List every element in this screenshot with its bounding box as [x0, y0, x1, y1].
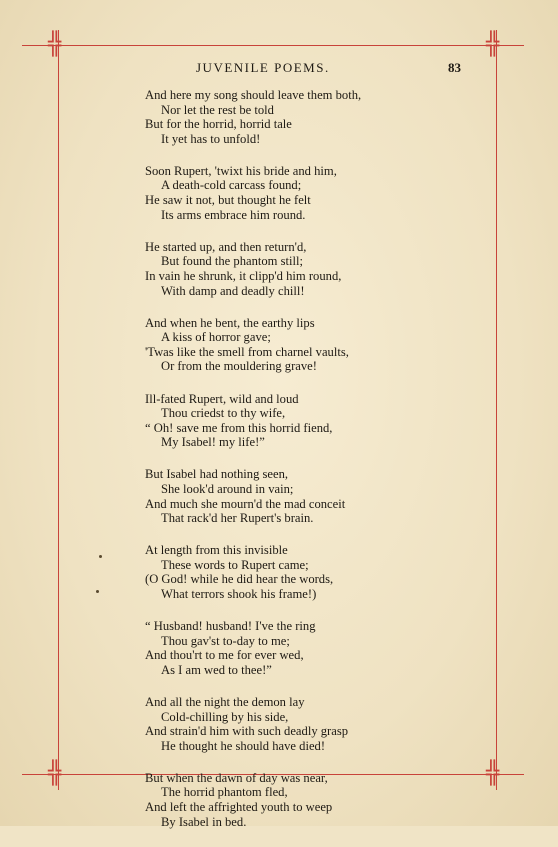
poem-line: With damp and deadly chill! — [161, 283, 305, 298]
ink-speck — [99, 555, 102, 558]
stanza — [145, 240, 475, 298]
poem-line: And much she mourn'd the mad conceit — [145, 496, 346, 511]
poem-line: Its arms embrace him round. — [161, 207, 306, 222]
poem-line: What terrors shook his frame!) — [161, 587, 317, 602]
poem-line: These words to Rupert came; — [161, 557, 309, 572]
right-border-rule — [496, 30, 497, 790]
corner-ornament-icon: ╬ — [48, 761, 62, 786]
ink-speck — [96, 590, 99, 593]
stanza — [145, 88, 475, 146]
poem-line: But when the dawn of day was near, — [145, 770, 328, 785]
poem-line: A kiss of horror gave; — [161, 330, 271, 345]
poem-line: But found the phantom still; — [161, 254, 304, 269]
page-number: 83 — [448, 60, 461, 75]
poem-line: “ Husband! husband! I've the ring — [145, 619, 316, 634]
poem-line: As I am wed to thee!” — [161, 662, 272, 677]
poem-line: And left the affrighted youth to weep — [145, 800, 333, 815]
stanza — [145, 467, 475, 525]
poem-line: By Isabel in bed. — [161, 814, 247, 829]
poem-line: And all the night the demon lay — [145, 695, 305, 709]
corner-ornament-icon: ╬ — [48, 32, 62, 57]
poem-line: That rack'd her Rupert's brain. — [161, 511, 314, 526]
stanza — [145, 619, 475, 677]
stanza — [145, 543, 475, 601]
corner-ornament-icon: ╬ — [486, 32, 500, 57]
stanza — [145, 695, 475, 753]
poem-line: Ill-fated Rupert, wild and loud — [145, 391, 299, 406]
poem-line: Thou criedst to thy wife, — [161, 406, 286, 421]
stanza — [145, 164, 475, 222]
poem-line: The horrid phantom fled, — [161, 785, 288, 800]
poem-line: Soon Rupert, 'twixt his bride and him, — [145, 163, 337, 178]
page-header — [0, 58, 558, 78]
poem-line: And here my song should leave them both, — [145, 88, 362, 102]
poem-line: And thou'rt to me for ever wed, — [145, 648, 304, 663]
poem-line: And strain'd him with such deadly grasp — [145, 724, 349, 739]
poem-line: She look'd around in vain; — [161, 481, 294, 496]
corner-ornament-icon: ╬ — [486, 761, 500, 786]
poem-line: Or from the mouldering grave! — [161, 359, 317, 374]
running-head: JUVENILE POEMS. — [196, 60, 330, 75]
poem-line: (O God! while he did hear the words, — [145, 572, 334, 587]
poem-body — [145, 88, 475, 847]
top-border-rule — [22, 45, 524, 46]
poem-line: A death-cold carcass found; — [161, 178, 302, 193]
stanza — [145, 316, 475, 374]
poem-line: And when he bent, the earthy lips — [145, 315, 315, 330]
poem-line: But Isabel had nothing seen, — [145, 467, 289, 482]
poem-line: Nor let the rest be told — [161, 102, 274, 117]
poem-line: But for the horrid, horrid tale — [145, 117, 292, 132]
poem-line: Cold-chilling by his side, — [161, 709, 289, 724]
left-border-rule — [58, 30, 59, 790]
poem-line: He saw it not, but thought he felt — [145, 193, 311, 208]
poem-line: 'Twas like the smell from charnel vaults, — [145, 344, 349, 359]
poem-line: “ Oh! save me from this horrid fiend, — [145, 420, 333, 435]
poem-line: At length from this invisible — [145, 543, 288, 558]
poem-line: My Isabel! my life!” — [161, 435, 265, 450]
poem-line: He started up, and then return'd, — [145, 239, 307, 254]
stanza — [145, 392, 475, 450]
poem-line: Thou gav'st to-day to me; — [161, 633, 290, 648]
poem-line: It yet has to unfold! — [161, 131, 261, 146]
stanza — [145, 771, 475, 829]
poem-line: In vain he shrunk, it clipp'd him round, — [145, 268, 342, 283]
poem-line: He thought he should have died! — [161, 738, 326, 753]
